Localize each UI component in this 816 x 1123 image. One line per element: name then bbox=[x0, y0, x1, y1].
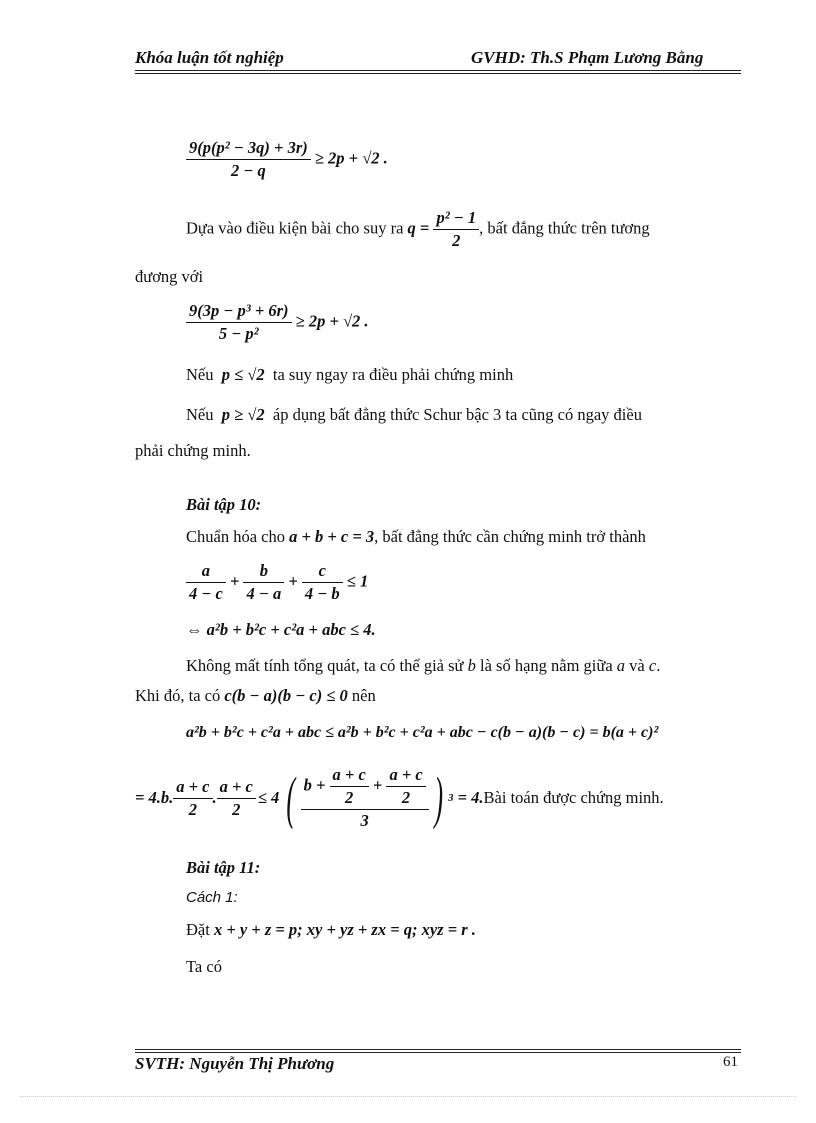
method-1: Cách 1: bbox=[186, 889, 238, 906]
inequality-1: $\frac{\text{9(p(p² − 3q) + 3r)}}{2 - q}$ ≥ 2p + √2 . bbox=[186, 137, 388, 182]
exercise-11-heading: Bài tập 11: bbox=[186, 858, 261, 877]
equivalent-inequality: ⇔ a²b + b²c + c²a + abc ≤ 4. bbox=[186, 620, 376, 639]
header-right: GVHD: Th.S Phạm Lương Bằng bbox=[471, 48, 704, 67]
footer-rule-2 bbox=[135, 1052, 741, 1053]
page-bottom-dots bbox=[20, 1096, 796, 1097]
final-estimate: = 4.b. $\frac{a + c}{2}$ . $\frac{a + c}{2}$ ≤ 4 ( b + $\frac{a + c}{2}$ + $\frac{a + c}{2}$ 3 ) 3 = 4. Bài toán được chứng minh. bbox=[135, 765, 664, 830]
header-left: Khóa luận tốt nghiệp bbox=[135, 48, 284, 67]
chain-inequality: a²b + b²c + c²a + abc ≤ a²b + b²c + c²a + abc − c(b − a)(b − c) = b(a + c)² bbox=[186, 724, 659, 741]
case-1: Nếu p ≤ √2 ta suy ngay ra điều phải chứng minh bbox=[186, 365, 514, 384]
inequality-fractions: $\frac{a}{4 - c}$ + $\frac{b}{4 - a}$ + $\frac{c}{4 - b}$ ≤ 1 bbox=[186, 560, 368, 605]
right-paren: ) bbox=[433, 765, 443, 830]
left-paren: ( bbox=[286, 765, 296, 830]
case-2-cont: phải chứng minh. bbox=[135, 441, 251, 460]
header-rule-2 bbox=[135, 73, 741, 74]
we-have: Ta có bbox=[186, 957, 222, 976]
header-rule bbox=[135, 70, 741, 71]
case-2: Nếu p ≥ √2 áp dụng bất đẳng thức Schur bậc 3 ta cũng có ngay điều bbox=[186, 405, 642, 424]
wlog-line: Không mất tính tổng quát, ta có thể giả sử b là số hạng nằm giữa a và c. bbox=[186, 656, 661, 675]
page-number: 61 bbox=[723, 1054, 738, 1070]
paragraph-condition: Dựa vào điều kiện bài cho suy ra q = $\frac{\text{p² − 1}}{2}$ , bất đẳng thức trên tương bbox=[186, 208, 650, 250]
inequality-2: $\frac{\text{9(3p − p³ + 6r)}}{\text{5 − p²}}$ ≥ 2p + √2 . bbox=[186, 300, 369, 345]
mean-fraction: b + $\frac{a + c}{2}$ + $\frac{a + c}{2}$ 3 bbox=[301, 764, 429, 832]
footer-rule bbox=[135, 1049, 741, 1050]
set-variables: Đặt x + y + z = p; xy + yz + zx = q; xyz = r . bbox=[186, 920, 476, 939]
then-line: Khi đó, ta có c(b − a)(b − c) ≤ 0 nên bbox=[135, 686, 376, 705]
footer-author: SVTH: Nguyễn Thị Phương bbox=[135, 1054, 335, 1073]
exercise-10-heading: Bài tập 10: bbox=[186, 495, 262, 514]
paragraph-equivalent: đương với bbox=[135, 267, 204, 286]
normalize-line: Chuẩn hóa cho a + b + c = 3, bất đẳng thức cần chứng minh trở thành bbox=[186, 527, 646, 546]
